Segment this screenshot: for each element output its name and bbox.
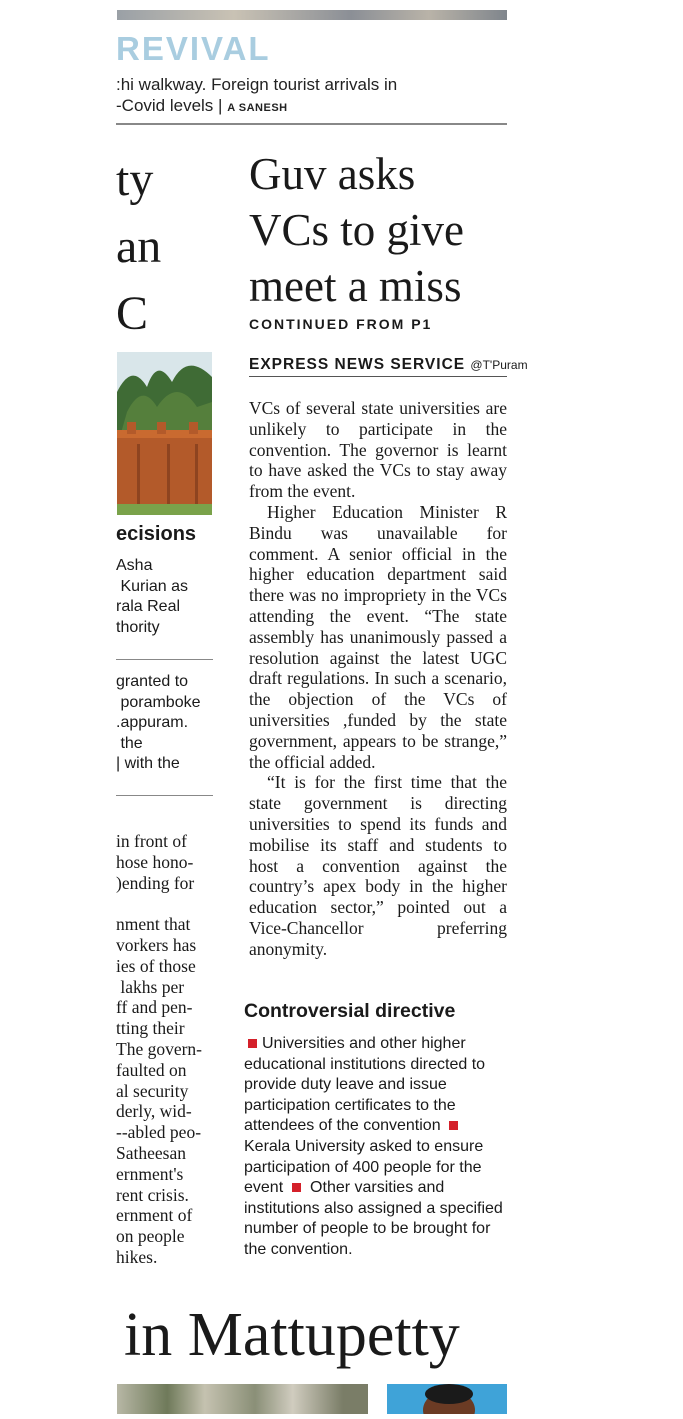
article-headline (249, 146, 464, 314)
top-divider (116, 123, 507, 125)
left-headline-fragment-2: an (116, 220, 162, 273)
bottom-headline: in Mattupetty (124, 1301, 460, 1369)
article-paragraph-1: VCs of several state universities are unlikely to participate in the convention. The governor is learnt to have asked the VCs to stay away from the event. (249, 398, 507, 502)
section-title: REVIVAL (116, 30, 271, 67)
article-body (249, 398, 507, 960)
byline (249, 356, 528, 374)
photo-caption-line2 (116, 96, 288, 116)
left-subhead: ecisions (116, 523, 197, 545)
article-paragraph-2: Higher Education Minister R Bindu was unavailable for comment. A senior official in the higher education department said there was no impropriety in the VCs attending the event. “The state assembly has unanimously passed a resolution against the latest UGC draft regulations. In such a scenario, the objection of the VCs of universities ,funded by the state government, appears to be strange,” the official added. (249, 501, 507, 772)
fort-photo-image (117, 352, 212, 515)
left-divider-1 (116, 659, 213, 660)
bottom-photo-1 (117, 1384, 368, 1414)
left-divider-2 (116, 795, 213, 796)
byline-underline (249, 376, 507, 377)
bottom-photo-2 (387, 1384, 507, 1414)
box-title: Controversial directive (244, 1000, 456, 1022)
left-decisions-text: Asha Kurian as rala Real thority (116, 557, 189, 636)
left-body-text: in front of hose hono- )ending for nment that vorkers has ies of those lakhs per ff and pen- tting their The govern- faulted on al security derly, wid- --abled peo- Satheesan ernment's rent crisis. ernment of on people hikes. (116, 831, 203, 1267)
box-item-1: Universities and other higher educational institutions directed to provide duty leave and issue participation certificates to the attendees of the convention (244, 1035, 486, 1135)
left-headline-fragment-1: ty (116, 153, 154, 206)
headline-line-2: VCs to give (249, 205, 465, 255)
bullet-square-icon (292, 1183, 301, 1192)
caption-text: -Covid levels | (116, 96, 223, 115)
top-photo-strip (117, 10, 507, 20)
box-item-3: Other varsities and institutions also assigned a specified number of people to be brought for the convention. (244, 1179, 503, 1258)
photo-caption-line1: :hi walkway. Foreign tourist arrivals in (116, 75, 398, 94)
dateline: @T'Puram (470, 358, 528, 372)
byline-agency: EXPRESS NEWS SERVICE (249, 356, 466, 373)
left-granted-text: granted to poramboke .appuram. the | with the (116, 673, 201, 773)
left-headline-fragment-3: C (116, 287, 149, 340)
headline-line-3: meet a miss (249, 261, 462, 311)
fort-photo (117, 352, 212, 515)
headline-line-1: Guv asks (249, 149, 416, 199)
continued-from: CONTINUED FROM P1 (249, 316, 433, 332)
bullet-square-icon (248, 1039, 257, 1048)
photo-credit: A SANESH (227, 102, 288, 114)
box-item-2: Kerala University asked to ensure participation of 400 people for the event (244, 1137, 484, 1197)
box-text (244, 1034, 512, 1261)
portrait-image (387, 1384, 507, 1414)
bullet-square-icon (449, 1121, 458, 1130)
article-paragraph-3: “It is for the first time that the state government is directing universities to spend its funds and mobilise its staff and students to host a convention against the country’s apex body in the higher education sector,” pointed out a Vice-Chancellor preferring anonymity. (249, 772, 507, 959)
